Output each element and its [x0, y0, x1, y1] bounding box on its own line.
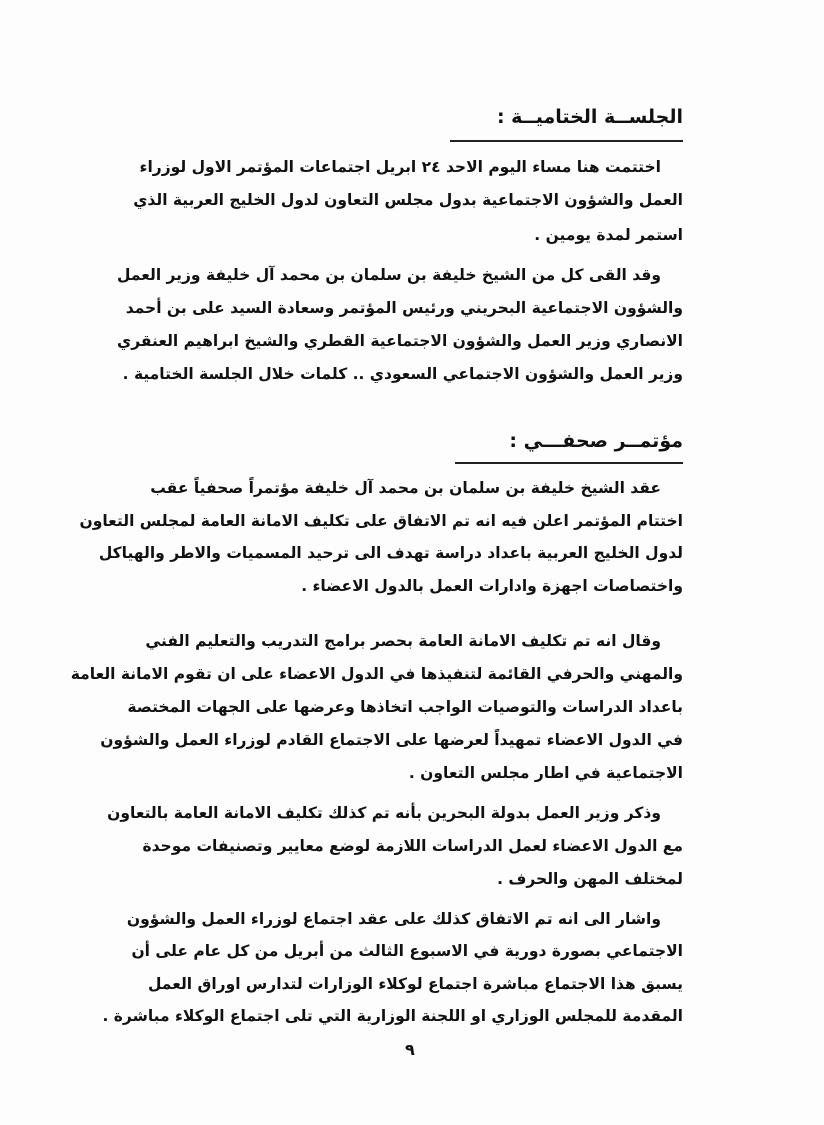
paragraph-line: واختصاصات اجهزة وادارات العمل بالدول الاعضاء .: [301, 577, 683, 595]
page-number: ٩: [405, 1040, 415, 1059]
paragraph-line: لدول الخليج العربية باعداد دراسة تهدف الى ترحيد المسميات والاطر والهياكل: [98, 544, 683, 562]
section-heading: الجلســة الختاميــة :: [496, 106, 683, 128]
paragraph-line: اختتام المؤتمر اعلن فيه انه تم الاتفاق على تكليف الامانة العامة لمجلس التعاون: [79, 512, 683, 530]
paragraph-line: لمختلف المهن والحرف .: [497, 870, 683, 888]
paragraph-line: وذكر وزير العمل بدولة البحرين بأنه تم كذلك تكليف الامانة العامة بالتعاون: [107, 804, 661, 822]
paragraph-line: باعداد الدراسات والتوصيات الواجب اتخاذها وعرضها على الجهات المختصة: [127, 698, 683, 716]
paragraph-line: يسبق هذا الاجتماع مباشرة اجتماع لوكلاء الوزارات لتدارس اوراق العمل: [147, 975, 683, 993]
paragraph-line: في الدول الاعضاء تمهيداً لعرضها على الاجتماع القادم لوزراء العمل والشؤون: [100, 731, 683, 749]
paragraph-line: الاجتماعي بصورة دورية في الاسبوع الثالث من أبريل من كل عام على أن: [131, 942, 683, 960]
paragraph-line: استمر لمدة يومين .: [534, 226, 683, 244]
heading-underline: [450, 140, 683, 142]
section-heading: مؤتمــر صحفـــي :: [509, 430, 683, 452]
paragraph-line: مع الدول الاعضاء لعمل الدراسات اللازمة لوضع معايير وتصنيفات موحدة: [142, 837, 683, 855]
paragraph-line: عقد الشيخ خليفة بن سلمان بن محمد آل خليفة مؤتمراً صحفياً عقب: [150, 479, 661, 497]
heading-underline: [455, 462, 683, 464]
paragraph-line: الانصاري وزير العمل والشؤون الاجتماعية القطري والشيخ ابراهيم العنقري: [117, 332, 683, 350]
paragraph-line: واشار الى انه تم الاتفاق كذلك على عقد اجتماع لوزراء العمل والشؤون: [126, 910, 661, 928]
paragraph-line: اختتمت هنا مساء اليوم الاحد ٢٤ ابريل اجتماعات المؤتمر الاول لوزراء: [139, 158, 661, 176]
paragraph-line: والمهني والحرفي القائمة لتنفيذها في الدول الاعضاء على ان تقوم الامانة العامة: [70, 665, 683, 683]
paragraph-line: العمل والشؤون الاجتماعية بدول مجلس التعاون لدول الخليج العربية الذي: [133, 191, 683, 209]
paragraph-line: المقدمة للمجلس الوزاري او اللجنة الوزارية التي تلى اجتماع الوكلاء مباشرة .: [102, 1007, 683, 1025]
paragraph-line: وزير العمل والشؤون الاجتماعي السعودي .. كلمات خلال الجلسة الختامية .: [122, 365, 683, 383]
paragraph-line: وقد القى كل من الشيخ خليفة بن سلمان بن محمد آل خليفة وزير العمل: [117, 266, 661, 284]
paragraph-line: الاجتماعية في اطار مجلس التعاون .: [408, 764, 683, 782]
paragraph-line: والشؤون الاجتماعية البحريني ورئيس المؤتمر وسعادة السيد على بن أحمد: [125, 299, 683, 317]
paragraph-line: وقال انه تم تكليف الامانة العامة بحصر برامج التدريب والتعليم الفني: [145, 632, 661, 650]
